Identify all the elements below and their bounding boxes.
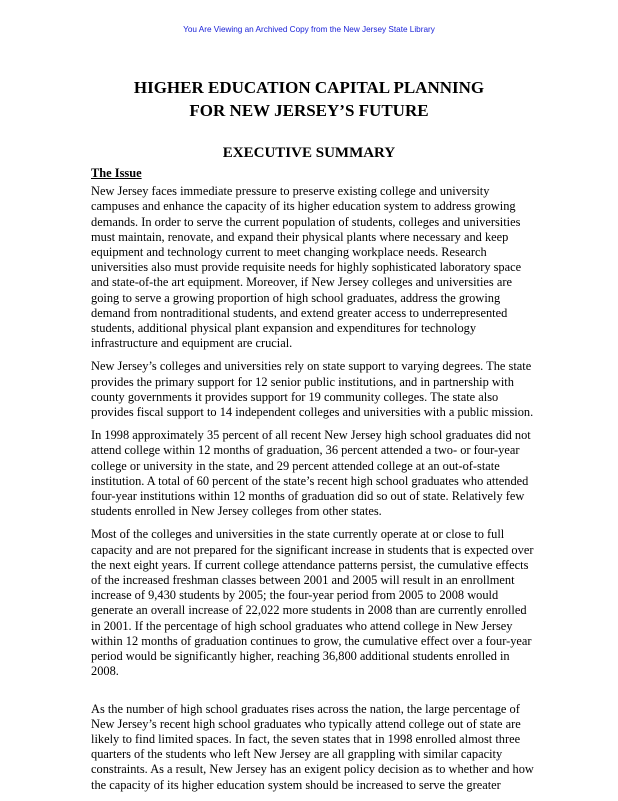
text-line: campuses and enhance the capacity of its higher education system to address growing bbox=[91, 199, 516, 214]
text-line: New Jersey’s recent high school graduates who typically attend college out of state are bbox=[91, 716, 521, 731]
text-line: going to serve a growing proportion of high school graduates, address the growing bbox=[91, 290, 501, 305]
paragraphs-container bbox=[91, 184, 534, 793]
text-line: Most of the colleges and universities in the state currently operate at or close to full bbox=[91, 527, 505, 542]
text-line: universities also must provide requisite needs for highly sophisticated laboratory space bbox=[91, 260, 522, 275]
text-line: county governments it provides support for 19 community colleges. The state also bbox=[91, 389, 499, 404]
text-line: in 2001. If the percentage of high school graduates who attend college in New Jersey bbox=[91, 618, 513, 633]
text-line: demand from nontraditional students, and extend greater access to underrepresented bbox=[91, 305, 508, 320]
document-body bbox=[91, 166, 534, 801]
paragraph bbox=[91, 527, 534, 679]
title-line-2: FOR NEW JERSEY’S FUTURE bbox=[189, 101, 429, 120]
text-line: attend college within 12 months of graduation, 36 percent attended a two- or four-year bbox=[91, 443, 520, 458]
text-line: In 1998 approximately 35 percent of all recent New Jersey high school graduates did not bbox=[91, 428, 531, 443]
paragraph bbox=[91, 428, 531, 519]
text-line: and state-of-the art equipment. Moreover, if New Jersey colleges and universities are bbox=[91, 275, 512, 290]
paragraph bbox=[91, 701, 534, 793]
text-line: within 12 months of graduation continues to grow, the cumulative effect over a four-year bbox=[91, 633, 532, 648]
text-line: As the number of high school graduates rises across the nation, the large percentage of bbox=[91, 701, 520, 716]
text-line: likely to find limited spaces. In fact, the seven states that in 1998 enrolled almost three bbox=[91, 731, 521, 746]
text-line: equipment and technology current to meet changing workplace needs. Research bbox=[91, 245, 487, 260]
text-line: four-year institutions within 12 months of graduation did so out of state. Relatively few bbox=[91, 489, 525, 504]
text-line: institution. A total of 60 percent of the state’s recent high school graduates who attended bbox=[91, 473, 529, 488]
section-heading: The Issue bbox=[91, 166, 142, 180]
text-line: of the increased freshman classes between 2001 and 2005 will result in an enrollment bbox=[91, 573, 515, 588]
text-line: quarters of the students who left New Jersey are all grappling with similar capacity bbox=[91, 747, 503, 762]
text-line: capacity and are not prepared for the significant increase in students that is expected over bbox=[91, 542, 534, 557]
archive-banner: You Are Viewing an Archived Copy from the New Jersey State Library bbox=[183, 25, 435, 34]
text-line: period would be significantly higher, reaching 36,800 additional students enrolled in bbox=[91, 649, 510, 664]
executive-summary-heading: EXECUTIVE SUMMARY bbox=[222, 145, 396, 161]
text-line: infrastructure and equipment are crucial. bbox=[91, 336, 293, 351]
title-line-1: HIGHER EDUCATION CAPITAL PLANNING bbox=[133, 78, 485, 97]
text-line: 2008. bbox=[91, 664, 119, 679]
text-line: provides the primary support for 12 senior public institutions, and in partnership with bbox=[91, 374, 514, 389]
text-line: increase of 9,430 students by 2005; the four-year period from 2005 to 2008 would bbox=[91, 588, 499, 603]
text-line: demands. In order to serve the current population of students, colleges and universities bbox=[91, 214, 521, 229]
text-line: provides fiscal support to 14 independent colleges and universities with a public mission. bbox=[91, 405, 534, 420]
text-line: the capacity of its higher education system should be increased to serve the greater bbox=[91, 777, 501, 792]
text-line: generate an overall increase of 22,022 more students in 2008 than are currently enrolled bbox=[91, 603, 527, 618]
text-line: New Jersey faces immediate pressure to preserve existing college and university bbox=[91, 184, 490, 199]
text-line: students enrolled in New Jersey colleges from other states. bbox=[91, 504, 382, 519]
text-line: New Jersey’s colleges and universities rely on state support to varying degrees. The state bbox=[91, 359, 532, 374]
document-title bbox=[0, 76, 618, 122]
text-line: the next eight years. If current college attendance patterns persist, the cumulative effects bbox=[91, 557, 529, 572]
text-line: college or university in the state, and 29 percent attended college at an out-of-state bbox=[91, 458, 500, 473]
text-line: students, additional physical plant expansion and expenditures for technology bbox=[91, 321, 477, 336]
text-line: must maintain, renovate, and expand their physical plants where necessary and keep bbox=[91, 229, 509, 244]
text-line: constraints. As a result, New Jersey has an exigent policy decision as to whether and how bbox=[91, 762, 534, 777]
paragraph bbox=[91, 359, 534, 420]
paragraph bbox=[91, 184, 531, 351]
